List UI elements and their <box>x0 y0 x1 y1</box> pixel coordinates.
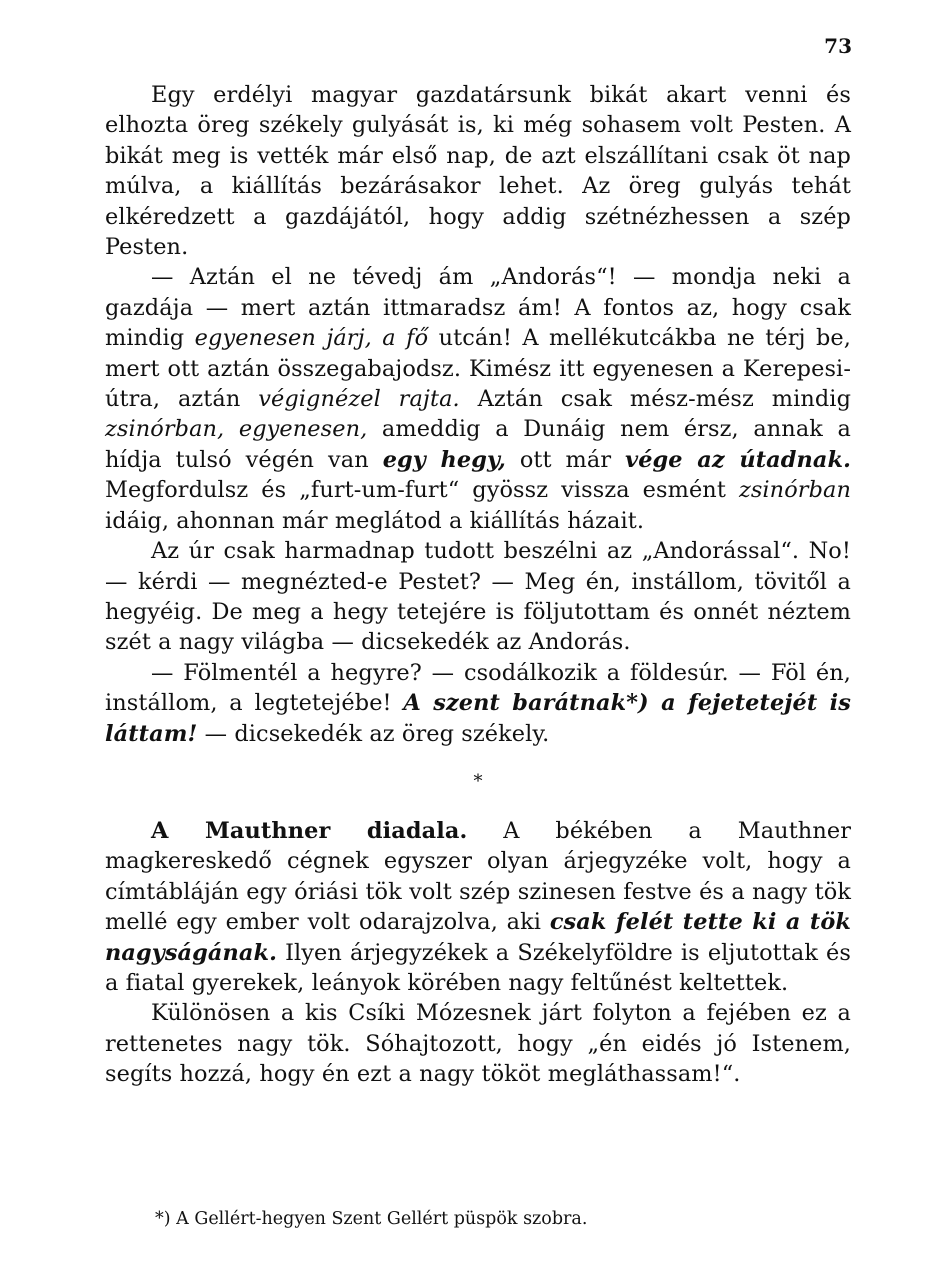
emphasis: végignézel rajta. <box>258 386 460 413</box>
text-run: Ilyen árjegyzékek a Székelyföldre is eljutottak és a fiatal gyerekek, leányok körében nagy feltűnést keltettek. <box>105 939 851 996</box>
emphasis: egyenesen járj, a fő <box>194 325 429 352</box>
emphasis: zsinórban, egyenesen, <box>105 416 368 443</box>
page-number: 73 <box>824 34 852 58</box>
text-run: — Fölmentél a hegyre? — csodálkozik a földesúr. — Föl én, instállom, a legtetejébe! <box>105 659 851 717</box>
paragraph: Az úr csak harmadnap tudott beszélni az „Andorással“. No! — kérdi — megnézted-e Pestet? — Meg én, instállom, tövitől a hegyéig. De meg a hegy tetejére is följutottam és onnét néztem szét a nagy világba — dicsekedék az Andorás. <box>105 538 851 656</box>
text-run: ameddig a Dunáig nem érsz, annak a hídja tulsó végén van <box>105 416 851 473</box>
text-run: A békében a Mauthner magkereskedő cégnek egyszer olyan árjegyzéke volt, hogy a címtábláján egy óriási tök volt szép szinesen festve és a nagy tök mellé egy ember volt odarajzolva, aki <box>105 817 851 936</box>
paragraph <box>105 658 851 749</box>
text-run: Aztán csak mész-mész mindig <box>459 386 851 413</box>
emphasis: vége az útadnak. <box>625 446 852 473</box>
paragraph <box>105 816 851 998</box>
paragraph: Különösen a kis Csíki Mózesnek járt folyton a fejében ez a rettenetes nagy tök. Sóhajtozott, hogy „én eidés jó Istenem, segíts hozzá, hogy én ezt a nagy tököt megláthassam!“. <box>105 1000 851 1088</box>
paragraph: Egy erdélyi magyar gazdatársunk bikát akart venni és elhozta öreg székely gulyását is, ki még sohasem volt Pesten. A bikát meg is vették már első nap, de azt elszállítani csak öt nap múlva, a kiállítás bezárásakor lehet. Az öreg gulyás tehát elkéredzett a gazdájától, hogy addig szétnézhessen a szép Pesten. <box>105 82 851 261</box>
text-run: idáig, ahonnan már meglátod a kiállítás házait. <box>105 507 645 534</box>
emphasis: csak felét tette ki a tök nagyságának. <box>105 909 851 966</box>
section-separator: * <box>473 770 483 792</box>
footnote: *) A Gellért-hegyen Szent Gellért püspök szobra. <box>155 1209 588 1229</box>
emphasis: zsinórban <box>738 477 851 504</box>
section-title: A Mauthner diadala. <box>151 817 468 844</box>
text-run: — dicsekedék az öreg székely. <box>197 720 550 747</box>
page-body <box>105 80 851 1090</box>
text-run: — Aztán el ne tévedj ám „Andorás“! — mondja neki a gazdája — mert aztán ittmaradsz ám! A fontos az, hogy csak mindig <box>105 264 851 352</box>
paragraph <box>105 262 851 536</box>
text-run: utcán! A mellékutcákba ne térj be, mert ott aztán összegabajodsz. Kimész itt egyenesen a Kerepesi-útra, aztán <box>105 325 851 413</box>
emphasis: egy hegy, <box>382 446 506 473</box>
text-run: ott már <box>505 446 626 473</box>
text-run: Megfordulsz és „furt-um-furt“ gyössz vissza esmént <box>105 477 739 504</box>
emphasis: A szent barátnak*) a fejetetejét is láttam! <box>105 690 851 747</box>
